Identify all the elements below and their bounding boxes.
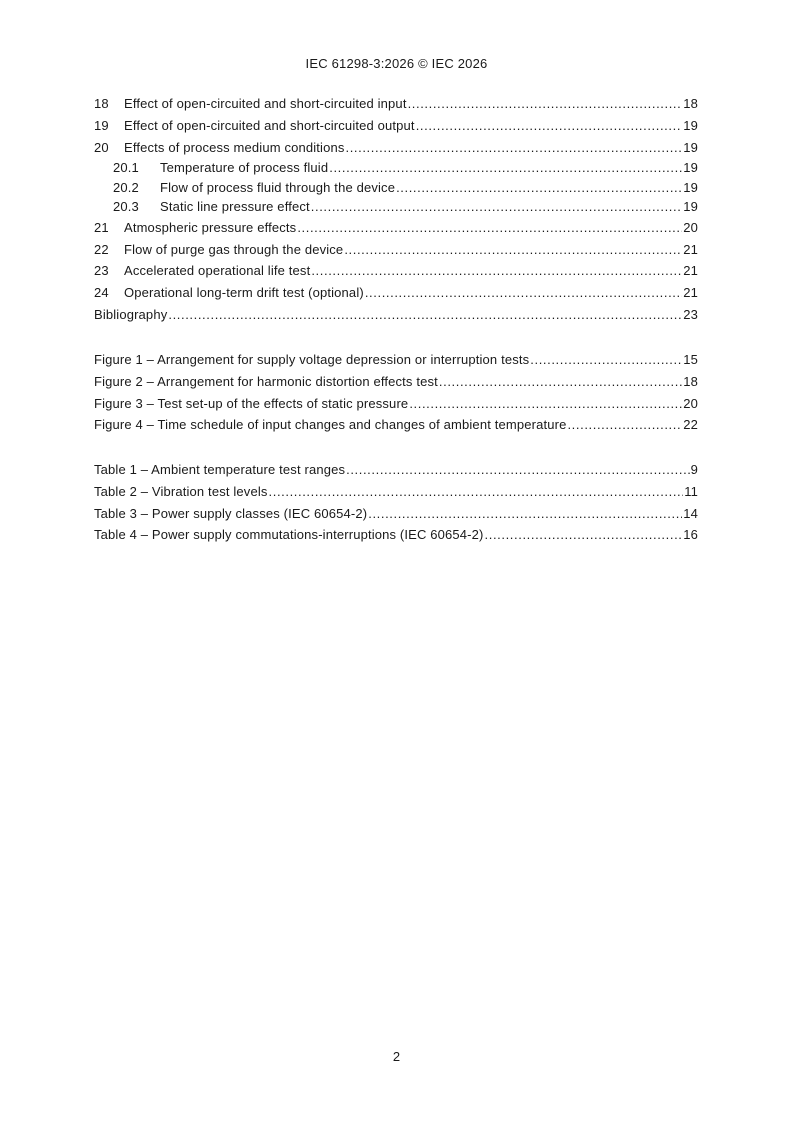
page-number: 2 (392, 1049, 401, 1064)
figure-entry-title: Figure 3 – Test set-up of the effects of static pressure (94, 395, 409, 411)
toc-entry-page: 19 (683, 199, 698, 215)
leader-dots (368, 503, 682, 525)
toc-entry-page: 21 (683, 285, 698, 301)
table-entry[interactable] (94, 481, 698, 503)
table-entry-page: 11 (684, 483, 698, 499)
leader-dots (530, 349, 682, 371)
list-of-figures (94, 349, 698, 436)
figure-entry-page: 15 (683, 352, 698, 367)
toc-entry[interactable] (94, 93, 698, 115)
toc-entry-number: 23 (94, 263, 109, 279)
figure-entry-title: Figure 2 – Arrangement for harmonic distortion effects test (94, 373, 438, 389)
figure-entry-page: 20 (683, 395, 698, 411)
toc-entry-title: Accelerated operational life test (124, 263, 311, 279)
toc-clauses (94, 93, 698, 326)
toc-entry[interactable] (94, 115, 698, 137)
figure-entry[interactable] (94, 393, 698, 415)
leader-dots (567, 414, 682, 436)
table-entry-title: Table 4 – Power supply commutations-interruptions (IEC 60654-2) (94, 527, 484, 543)
toc-entry-title: Temperature of process fluid (160, 160, 329, 176)
table-entry-title: Table 3 – Power supply classes (IEC 60654-2) (94, 505, 368, 521)
toc-entry-page: 19 (683, 179, 698, 195)
toc-entry-title: Flow of purge gas through the device (124, 241, 344, 257)
toc-entry-page: 19 (683, 139, 698, 155)
toc-entry[interactable] (94, 282, 698, 304)
toc-entry[interactable] (94, 217, 698, 239)
leader-dots (329, 158, 682, 178)
toc-entry[interactable] (94, 260, 698, 282)
leader-dots (269, 481, 684, 503)
leader-dots (416, 115, 683, 137)
toc-entry-page: 19 (683, 117, 698, 133)
toc-entry-title: Effect of open-circuited and short-circuited input (124, 96, 407, 111)
toc-entry-page: 19 (683, 160, 698, 176)
toc-entry-page: 21 (683, 263, 698, 279)
leader-dots (409, 393, 682, 415)
leader-dots (396, 178, 682, 198)
toc-entry-title: Static line pressure effect (160, 199, 310, 215)
figure-entry[interactable] (94, 349, 698, 371)
leader-dots (311, 197, 682, 217)
toc-entry-title: Atmospheric pressure effects (124, 219, 297, 235)
table-entry-page: 14 (683, 505, 698, 521)
toc-subentry[interactable] (94, 158, 698, 178)
toc-entry-title: Operational long-term drift test (optional) (124, 285, 364, 301)
toc-entry-bibliography[interactable] (94, 304, 698, 326)
figure-entry-page: 22 (683, 417, 698, 433)
leader-dots (346, 459, 689, 481)
leader-dots (485, 524, 683, 546)
table-entry-title: Table 1 – Ambient temperature test ranges (94, 462, 346, 477)
leader-dots (168, 304, 682, 326)
list-of-tables (94, 459, 698, 546)
table-entry-title: Table 2 – Vibration test levels (94, 483, 268, 499)
toc-entry-number: 20 (94, 139, 109, 155)
leader-dots (408, 93, 683, 115)
leader-dots (365, 282, 682, 304)
toc-entry-title: Effects of process medium conditions (124, 139, 345, 155)
toc-entry-page: 18 (683, 96, 698, 111)
figure-entry[interactable] (94, 414, 698, 436)
page-header: IEC 61298-3:2026 © IEC 2026 (305, 56, 488, 71)
leader-dots (311, 260, 682, 282)
toc-entry-number: 20.3 (113, 199, 139, 215)
leader-dots (344, 239, 682, 261)
toc-entry-page: 23 (683, 307, 698, 323)
toc-subentry[interactable] (94, 178, 698, 198)
toc-entry-number: 24 (94, 285, 109, 301)
toc-entry-title: Flow of process fluid through the device (160, 179, 396, 195)
toc-entry-title: Bibliography (94, 307, 168, 323)
toc-entry-page: 20 (683, 219, 698, 235)
figure-entry-title: Figure 4 – Time schedule of input changes and changes of ambient temperature (94, 417, 567, 433)
table-entry-page: 16 (683, 527, 698, 543)
leader-dots (297, 217, 682, 239)
toc-entry-number: 18 (94, 96, 109, 111)
table-entry[interactable] (94, 459, 698, 481)
leader-dots (345, 137, 682, 159)
toc-entry[interactable] (94, 239, 698, 261)
toc-entry-page: 21 (683, 241, 698, 257)
table-entry[interactable] (94, 524, 698, 546)
toc-entry-title: Effect of open-circuited and short-circuited output (124, 117, 415, 133)
leader-dots (439, 371, 682, 393)
table-entry[interactable] (94, 503, 698, 525)
figure-entry-title: Figure 1 – Arrangement for supply voltage depression or interruption tests (94, 352, 530, 367)
figure-entry-page: 18 (683, 373, 698, 389)
toc-entry-number: 20.2 (113, 179, 139, 195)
table-entry-page: 9 (690, 462, 698, 477)
toc-entry-number: 22 (94, 241, 109, 257)
figure-entry[interactable] (94, 371, 698, 393)
toc-entry-number: 21 (94, 219, 109, 235)
toc-subentry[interactable] (94, 197, 698, 217)
toc-entry-number: 20.1 (113, 160, 139, 176)
toc-entry-number: 19 (94, 117, 109, 133)
toc-entry[interactable] (94, 137, 698, 159)
